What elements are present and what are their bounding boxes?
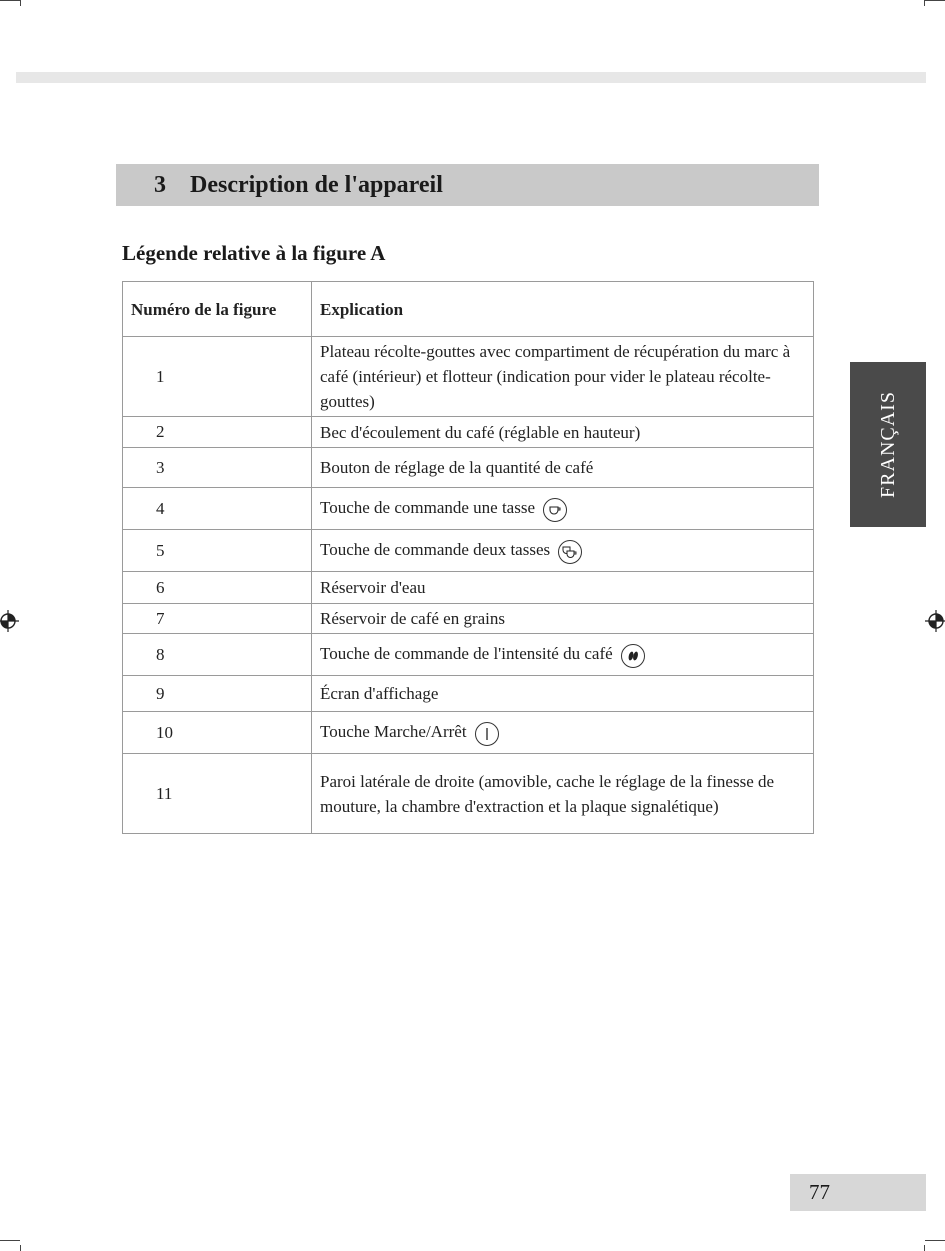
row-number: 11 bbox=[123, 754, 312, 834]
table-row bbox=[123, 634, 814, 676]
row-number: 2 bbox=[123, 417, 312, 448]
row-number: 3 bbox=[123, 448, 312, 488]
row-explanation: Plateau récolte-gouttes avec compartiment de récupération du marc à café (intérieur) et flotteur (indication pour vider le plateau récolte-gouttes) bbox=[312, 337, 814, 417]
table-row bbox=[123, 530, 814, 572]
row-number: 8 bbox=[123, 634, 312, 676]
row-explanation-with-icon bbox=[312, 712, 814, 754]
crop-mark-top-right bbox=[925, 0, 945, 1]
row-explanation: Paroi latérale de droite (amovible, cache le réglage de la finesse de mouture, la chambre d'extraction et la plaque signalétique) bbox=[312, 754, 814, 834]
table-row bbox=[123, 572, 814, 604]
top-decorative-bar bbox=[16, 72, 926, 83]
row-explanation-with-icon bbox=[312, 634, 814, 676]
row-number: 1 bbox=[123, 337, 312, 417]
language-tab bbox=[850, 362, 926, 527]
one-cup-icon bbox=[543, 498, 567, 522]
crop-mark-top-left bbox=[0, 0, 20, 1]
row-explanation-with-icon bbox=[312, 530, 814, 572]
subheading: Légende relative à la figure A bbox=[122, 241, 386, 265]
row-explanation: Bouton de réglage de la quantité de café bbox=[312, 448, 814, 488]
language-tab-label: FRANÇAIS bbox=[876, 391, 899, 498]
row-explanation: Réservoir de café en grains bbox=[312, 604, 814, 634]
crop-mark-bottom-left bbox=[0, 1240, 20, 1241]
header-explanation: Explication bbox=[312, 282, 814, 337]
crop-mark-bottom-right bbox=[925, 1240, 945, 1241]
table-row bbox=[123, 712, 814, 754]
row-explanation-text: Touche de commande deux tasses bbox=[320, 540, 551, 560]
row-explanation-text: Touche de commande de l'intensité du café bbox=[320, 644, 613, 664]
registration-mark-left-icon bbox=[0, 610, 19, 632]
table-row bbox=[123, 488, 814, 530]
table-row bbox=[123, 448, 814, 488]
row-number: 6 bbox=[123, 572, 312, 604]
row-explanation: Écran d'affichage bbox=[312, 676, 814, 712]
crop-mark-top-right-v bbox=[924, 0, 925, 6]
crop-mark-bottom-left-v bbox=[20, 1245, 21, 1251]
crop-mark-bottom-right-v bbox=[924, 1245, 925, 1251]
table-row bbox=[123, 337, 814, 417]
crop-mark-top-left-v bbox=[20, 0, 21, 6]
legend-table bbox=[122, 281, 814, 834]
row-number: 7 bbox=[123, 604, 312, 634]
coffee-bean-icon bbox=[621, 644, 645, 668]
header-number: Numéro de la figure bbox=[123, 282, 312, 337]
row-number: 5 bbox=[123, 530, 312, 572]
row-explanation: Réservoir d'eau bbox=[312, 572, 814, 604]
table-header-row bbox=[123, 282, 814, 337]
row-explanation: Bec d'écoulement du café (réglable en hauteur) bbox=[312, 417, 814, 448]
row-number: 9 bbox=[123, 676, 312, 712]
table-row bbox=[123, 676, 814, 712]
row-number: 4 bbox=[123, 488, 312, 530]
section-header bbox=[116, 164, 819, 206]
table-row bbox=[123, 754, 814, 834]
registration-mark-right-icon bbox=[925, 610, 945, 632]
row-explanation-with-icon bbox=[312, 488, 814, 530]
table-row bbox=[123, 417, 814, 448]
power-icon bbox=[475, 722, 499, 746]
section-title: Description de l'appareil bbox=[190, 171, 443, 198]
row-explanation-text: Touche Marche/Arrêt bbox=[320, 722, 467, 742]
row-number: 10 bbox=[123, 712, 312, 754]
page-number: 77 bbox=[809, 1180, 830, 1204]
row-explanation-text: Touche de commande une tasse bbox=[320, 498, 536, 518]
page-number-box bbox=[790, 1174, 926, 1211]
two-cups-icon bbox=[558, 540, 582, 564]
table-row bbox=[123, 604, 814, 634]
section-number: 3 bbox=[154, 171, 166, 198]
